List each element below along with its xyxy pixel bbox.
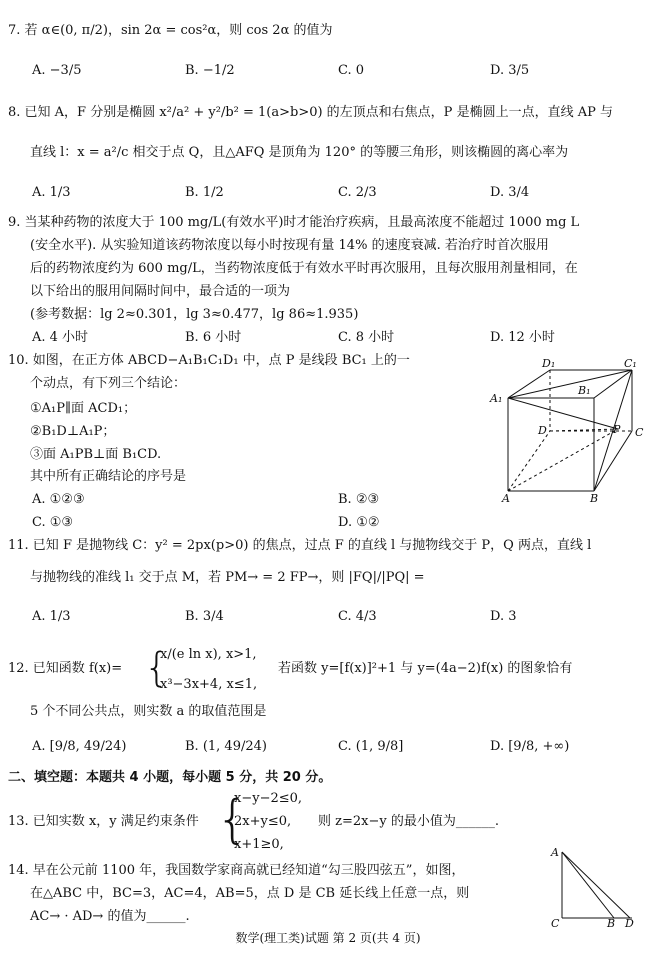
q11-line1: 11. 已知 F 是抛物线 C：y² = 2px(p>0) 的焦点，过点 F 的直线 l 与抛物线交于 P，Q 两点，直线 l xyxy=(8,538,592,553)
label-d1: D₁ xyxy=(542,357,556,370)
section-2-heading: 二、填空题：本题共 4 小题，每小题 5 分，共 20 分。 xyxy=(8,770,332,785)
q9-option-b: B. 6 小时 xyxy=(185,330,242,345)
q11-option-b: B. 3/4 xyxy=(185,609,224,624)
edge-a1-d1 xyxy=(508,370,550,398)
page-footer: 数学(理工类)试题 第 2 页(共 4 页) xyxy=(235,931,421,945)
q14-line2: 在△ABC 中，BC=3，AC=4，AB=5，点 D 是 CB 延长线上任意一点，则 xyxy=(30,886,470,901)
q7-option-c: C. 0 xyxy=(338,63,365,78)
q10-item3: ③面 A₁PB⊥面 B₁CD. xyxy=(30,447,162,462)
q12-option-c: C. (1, 9/8] xyxy=(338,739,404,754)
q10-line6: 其中所有正确结论的序号是 xyxy=(30,469,187,484)
q12-prefix: 12. 已知函数 f(x)= xyxy=(8,661,123,676)
q13-brace: { xyxy=(216,790,250,850)
q8-option-c: C. 2/3 xyxy=(338,185,377,200)
q14-line3: AC→ · AD→ 的值为______. xyxy=(30,909,190,924)
cube-diagram xyxy=(484,356,652,504)
q13-suffix: 则 z=2x−y 的最小值为______. xyxy=(318,814,499,829)
q11-option-c: C. 4/3 xyxy=(338,609,377,624)
edge-a-d xyxy=(508,431,550,491)
triangle-diagram xyxy=(548,844,638,928)
segment-a-p xyxy=(508,429,618,491)
label-d: D xyxy=(625,917,634,928)
label-d: D xyxy=(538,424,547,437)
q7-stem: 7. 若 α∈(0, π/2)，sin 2α = cos²α，则 cos 2α 的值为 xyxy=(8,23,333,38)
q9-option-a: A. 4 小时 xyxy=(32,330,89,345)
q13-constraint3: x+1≥0, xyxy=(234,837,284,852)
q12-option-d: D. [9/8, +∞) xyxy=(490,739,570,754)
q9-option-d: D. 12 小时 xyxy=(490,330,555,345)
label-b1: B₁ xyxy=(578,384,591,397)
q12-piece1: x/(e ln x), x>1, xyxy=(160,647,257,662)
label-a: A xyxy=(551,846,559,859)
q7-option-d: D. 3/5 xyxy=(490,63,530,78)
q10-option-b: B. ②③ xyxy=(338,492,380,507)
q9-line4: 以下给出的服用间隔时间中，最合适的一项为 xyxy=(30,284,291,299)
edge-b-c xyxy=(594,431,632,491)
q12-suffix: 若函数 y=[f(x)]²+1 与 y=(4a−2)f(x) 的图象恰有 xyxy=(278,661,573,676)
label-p: P xyxy=(613,423,621,436)
q12-line2: 5 个不同公共点，则实数 a 的取值范围是 xyxy=(30,704,267,719)
q8-option-b: B. 1/2 xyxy=(185,185,224,200)
label-c: C xyxy=(551,917,560,928)
q7-option-a: A. −3/5 xyxy=(32,63,82,78)
label-a: A xyxy=(502,492,510,504)
q11-option-d: D. 3 xyxy=(490,609,517,624)
q8-option-a: A. 1/3 xyxy=(32,185,71,200)
q13-prefix: 13. 已知实数 x，y 满足约束条件 xyxy=(8,814,199,829)
q14-line1: 14. 早在公元前 1100 年，我国数学家商高就已经知道“勾三股四弦五”，如图， xyxy=(8,863,465,878)
segment-d-p xyxy=(550,429,618,431)
q13-constraint1: x−y−2≤0, xyxy=(234,791,303,806)
label-c: C xyxy=(635,426,644,439)
q12-brace: { xyxy=(144,645,170,691)
q9-line3: 后的药物浓度约为 600 mg/L，当药物浓度低于有效水平时再次服用，且每次服用剂量相同，在 xyxy=(30,261,578,276)
q10-item1: ①A₁P∥面 ACD₁； xyxy=(30,401,137,416)
q12-option-a: A. [9/8, 49/24) xyxy=(32,739,127,754)
q10-option-c: C. ①③ xyxy=(32,515,74,530)
q10-item2: ②B₁D⊥A₁P； xyxy=(30,424,116,439)
q10-line1: 10. 如图，在正方体 ABCD−A₁B₁C₁D₁ 中，点 P 是线段 BC₁ 上的一 xyxy=(8,353,410,368)
q11-option-a: A. 1/3 xyxy=(32,609,71,624)
segment-a-b xyxy=(562,852,614,918)
q8-line2: 直线 l：x = a²/c 相交于点 Q，且△AFQ 是顶角为 120° 的等腰三角形，则该椭圆的离心率为 xyxy=(30,145,569,160)
q9-line1: 9. 当某种药物的浓度大于 100 mg/L(有效水平)时才能治疗疾病，且最高浓度不能超过 1000 mg L xyxy=(8,215,580,230)
q7-option-b: B. −1/2 xyxy=(185,63,235,78)
q9-option-c: C. 8 小时 xyxy=(338,330,395,345)
segment-a1-p xyxy=(508,398,618,429)
label-a1: A₁ xyxy=(490,392,503,405)
label-c1: C₁ xyxy=(624,357,637,370)
q9-line2: (安全水平). 从实验知道该药物浓度以每小时按现有量 14% 的速度衰减. 若治疗时首次服用 xyxy=(30,238,549,253)
label-b: B xyxy=(607,917,616,928)
q11-line2: 与抛物线的准线 l₁ 交于点 M，若 PM→ = 2 FP→，则 |FQ|/|PQ| = xyxy=(30,570,425,585)
q12-option-b: B. (1, 49/24) xyxy=(185,739,267,754)
q10-line2: 个动点，有下列三个结论： xyxy=(30,376,187,391)
q8-line1: 8. 已知 A，F 分别是椭圆 x²/a² + y²/b² = 1(a>b>0) 的左顶点和右焦点，P 是椭圆上一点，直线 AP 与 xyxy=(8,105,613,120)
label-b: B xyxy=(590,492,599,504)
q13-constraint2: 2x+y≤0, xyxy=(234,814,292,829)
q9-line5: (参考数据：lg 2≈0.301，lg 3≈0.477，lg 86≈1.935) xyxy=(30,307,359,322)
q10-option-d: D. ①② xyxy=(338,515,380,530)
q8-option-d: D. 3/4 xyxy=(490,185,530,200)
q12-piece2: x³−3x+4, x≤1, xyxy=(160,677,258,692)
q10-option-a: A. ①②③ xyxy=(32,492,85,507)
segment-a-d xyxy=(562,852,630,918)
